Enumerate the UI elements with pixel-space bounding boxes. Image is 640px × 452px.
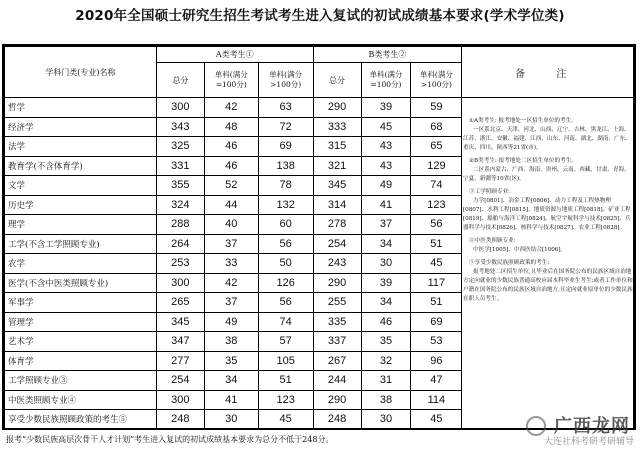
subject-cell: 艺术学: [5, 332, 157, 352]
b-single-gt100-cell: 51: [411, 293, 462, 313]
a-total-cell: 248: [156, 410, 204, 430]
watermark: [518, 412, 638, 450]
b-total-cell: 315: [313, 137, 361, 157]
b-single-gt100-cell: 51: [411, 234, 462, 254]
a-single-100-cell: 44: [204, 195, 258, 215]
a-single-100-cell: 42: [204, 273, 258, 293]
b-single-100-cell: 34: [361, 234, 411, 254]
b-total-cell: 254: [313, 234, 361, 254]
b-single-gt100-cell: 56: [411, 215, 462, 235]
a-total-cell: 300: [156, 390, 204, 410]
b-total-cell: 248: [313, 410, 361, 430]
b-single-gt100-cell: 123: [411, 195, 462, 215]
a-total-cell: 347: [156, 332, 204, 352]
a-single-gt100-cell: 45: [258, 410, 313, 430]
subject-cell: 享受少数民族照顾政策的考生⑤: [5, 410, 157, 430]
b-single-100-cell: 46: [361, 312, 411, 332]
group-b-header: B类考生②: [313, 47, 462, 63]
subject-cell: 体育学: [5, 351, 157, 371]
remarks-panel: [463, 117, 634, 430]
b-total-cell: 290: [313, 98, 361, 118]
b-single-100-cell: 32: [361, 351, 411, 371]
remark-heading: ③工学照顾专业:: [469, 189, 511, 195]
subject-cell: 工学(不含工学照顾专业): [5, 234, 157, 254]
subject-cell: 法学: [5, 137, 157, 157]
a-single-gt100-cell: 123: [258, 390, 313, 410]
footnote: 报考“少数民族高层次骨干人才计划”考生进入复试的初试成绩基本要求为总分不低于248分。: [6, 435, 334, 444]
subject-cell: 医学(不含中医类照顾专业): [5, 273, 157, 293]
a-single-gt100-cell: 105: [258, 351, 313, 371]
remark-body: 一区系北京、天津、河北、山西、辽宁、吉林、黑龙江、上海、江苏、浙江、安徽、福建、江西、山东、河南、湖北、湖南、广东、重庆、四川、陕西等21省(市)。: [463, 127, 631, 151]
a-single-100-cell: 46: [204, 137, 258, 157]
a-single-gt100-cell: 57: [258, 332, 313, 352]
a-total-cell: 331: [156, 156, 204, 176]
a-single-gt100-cell: 132: [258, 195, 313, 215]
remark-heading: ⑤享受少数民族照顾政策的考生:: [469, 260, 550, 266]
a-single-gt100-cell: 63: [258, 98, 313, 118]
a-total-cell: 300: [156, 98, 204, 118]
subject-cell: 管理学: [5, 312, 157, 332]
b-single-100-cell: 43: [361, 156, 411, 176]
a-single-100-cell: 49: [204, 312, 258, 332]
b-single-gt100-cell: 65: [411, 137, 462, 157]
a-single-100-cell: 30: [204, 410, 258, 430]
b-single-100-cell: 37: [361, 215, 411, 235]
b-single-100-cell: 41: [361, 195, 411, 215]
b-single-100-cell: 38: [361, 390, 411, 410]
b-single-100-cell: 39: [361, 98, 411, 118]
b-single-100-cell: 30: [361, 410, 411, 430]
subject-cell: 文学: [5, 176, 157, 196]
a-single-gt100-cell: 72: [258, 117, 313, 137]
a-single-100-cell: 48: [204, 117, 258, 137]
b-single-100-cell: 34: [361, 293, 411, 313]
a-total-cell: 288: [156, 215, 204, 235]
page-title: 2020年全国硕士研究生招生考试考生进入复试的初试成绩基本要求(学术学位类): [75, 8, 565, 24]
watermark-caption: 大连社科考研考研辅导: [543, 437, 634, 447]
remark-heading: ①A类考生: 报考地处一区招生单位的考生。: [469, 118, 577, 124]
b-single-gt100-cell: 53: [411, 332, 462, 352]
a-total-cell: 254: [156, 371, 204, 391]
a-single-gt100-cell: 74: [258, 312, 313, 332]
a-total-cell: 345: [156, 312, 204, 332]
a-total-header: 总分: [156, 63, 204, 98]
subject-cell: 经济学: [5, 117, 157, 137]
a-single-gt100-cell: 78: [258, 176, 313, 196]
subject-cell: 中医类照顾专业④: [5, 390, 157, 410]
a-single-100-header: 单科(满分 =100分): [204, 63, 258, 98]
a-single-100-cell: 52: [204, 176, 258, 196]
remark-body: 中医学[1005]、中西医结合[1006]。: [473, 247, 567, 253]
a-single-gt100-cell: 50: [258, 254, 313, 274]
b-single-gt100-cell: 69: [411, 312, 462, 332]
a-single-100-cell: 33: [204, 254, 258, 274]
a-total-cell: 265: [156, 293, 204, 313]
b-total-cell: 321: [313, 156, 361, 176]
a-total-cell: 343: [156, 117, 204, 137]
a-single-100-cell: 35: [204, 351, 258, 371]
b-single-gt100-cell: 129: [411, 156, 462, 176]
remark-heading: ②B类考生: 报考地处二区招生单位的考生。: [469, 158, 577, 164]
b-total-cell: 278: [313, 215, 361, 235]
table-row: [5, 98, 634, 118]
subject-cell: 理学: [5, 215, 157, 235]
b-single-gt100-cell: 96: [411, 351, 462, 371]
group-a-header: A类考生①: [156, 47, 313, 63]
b-total-cell: 333: [313, 117, 361, 137]
b-total-cell: 267: [313, 351, 361, 371]
b-single-gt100-cell: 45: [411, 410, 462, 430]
b-single-gt100-cell: 59: [411, 98, 462, 118]
b-total-cell: 290: [313, 390, 361, 410]
b-total-cell: 337: [313, 332, 361, 352]
b-total-cell: 314: [313, 195, 361, 215]
a-single-100-cell: 46: [204, 156, 258, 176]
subject-column-header: 学科门类(专业)名称: [5, 47, 157, 98]
b-total-header: 总分: [313, 63, 361, 98]
a-single-gt100-header: 单科(满分 >100分): [258, 63, 313, 98]
subject-cell: 农学: [5, 254, 157, 274]
a-single-gt100-cell: 56: [258, 293, 313, 313]
remark-body: 报考地处二区招生单位,且毕业后在国务院公布的民族区域自治地方定向就业的少数民族普通高校应届本科毕业生考生;或者工作单位和户籍在国务院公布的民族区域自治地方,且定向就业原单位的少数民族在职人员考生。: [463, 269, 633, 302]
a-total-cell: 264: [156, 234, 204, 254]
remarks-header: 备 注: [462, 47, 634, 98]
b-single-100-cell: 49: [361, 176, 411, 196]
b-single-100-cell: 45: [361, 117, 411, 137]
b-single-gt100-cell: 117: [411, 273, 462, 293]
remark-heading: ④中医类照顾专业:: [469, 238, 516, 244]
subject-cell: 工学照顾专业③: [5, 371, 157, 391]
b-single-100-cell: 31: [361, 371, 411, 391]
a-total-cell: 355: [156, 176, 204, 196]
a-total-cell: 277: [156, 351, 204, 371]
a-single-100-cell: 37: [204, 293, 258, 313]
b-total-cell: 244: [313, 371, 361, 391]
a-total-cell: 324: [156, 195, 204, 215]
b-single-100-cell: 43: [361, 137, 411, 157]
a-total-cell: 300: [156, 273, 204, 293]
b-total-cell: 345: [313, 176, 361, 196]
b-total-cell: 255: [313, 293, 361, 313]
remark-body: 二区系内蒙古、广西、海南、贵州、云南、西藏、甘肃、青海、宁夏、新疆等10省(区)。: [463, 167, 630, 182]
score-table-frame: [2, 44, 636, 430]
b-single-gt100-cell: 68: [411, 117, 462, 137]
subject-cell: 教育学(不含体育学): [5, 156, 157, 176]
a-single-gt100-cell: 60: [258, 215, 313, 235]
b-single-gt100-cell: 45: [411, 254, 462, 274]
a-single-gt100-cell: 126: [258, 273, 313, 293]
b-single-gt100-header: 单科(满分 >100分): [411, 63, 462, 98]
subject-cell: 军事学: [5, 293, 157, 313]
a-single-100-cell: 42: [204, 98, 258, 118]
b-single-gt100-cell: 47: [411, 371, 462, 391]
b-single-gt100-cell: 114: [411, 390, 462, 410]
a-single-100-cell: 38: [204, 332, 258, 352]
a-total-cell: 325: [156, 137, 204, 157]
b-total-cell: 290: [313, 273, 361, 293]
b-total-cell: 335: [313, 312, 361, 332]
a-total-cell: 253: [156, 254, 204, 274]
a-single-gt100-cell: 51: [258, 371, 313, 391]
a-single-100-cell: 34: [204, 371, 258, 391]
a-single-gt100-cell: 138: [258, 156, 313, 176]
subject-cell: 历史学: [5, 195, 157, 215]
a-single-gt100-cell: 69: [258, 137, 313, 157]
b-single-100-cell: 30: [361, 254, 411, 274]
b-total-cell: 243: [313, 254, 361, 274]
b-single-100-header: 单科(满分 =100分): [361, 63, 411, 98]
b-single-100-cell: 35: [361, 332, 411, 352]
b-single-100-cell: 39: [361, 273, 411, 293]
a-single-100-cell: 40: [204, 215, 258, 235]
watermark-logo: 广西龙网: [554, 416, 630, 437]
a-single-100-cell: 37: [204, 234, 258, 254]
b-single-gt100-cell: 74: [411, 176, 462, 196]
watermark-logo-icon: [526, 416, 546, 436]
a-single-gt100-cell: 56: [258, 234, 313, 254]
subject-cell: 哲学: [5, 98, 157, 118]
remark-body: 力学[0801]、冶金工程[0806]、动力工程及工程热物理[0807]、水利工程[0815]、地质资源与地质工程[0818]、矿业工程[0819]、船舶与海洋工程[0824]、航空宇航科学与技术[0825]、兵器科学与技术[0826]、核科学与技术[0827]、农业工程[0828]。: [463, 198, 631, 231]
a-single-100-cell: 41: [204, 390, 258, 410]
